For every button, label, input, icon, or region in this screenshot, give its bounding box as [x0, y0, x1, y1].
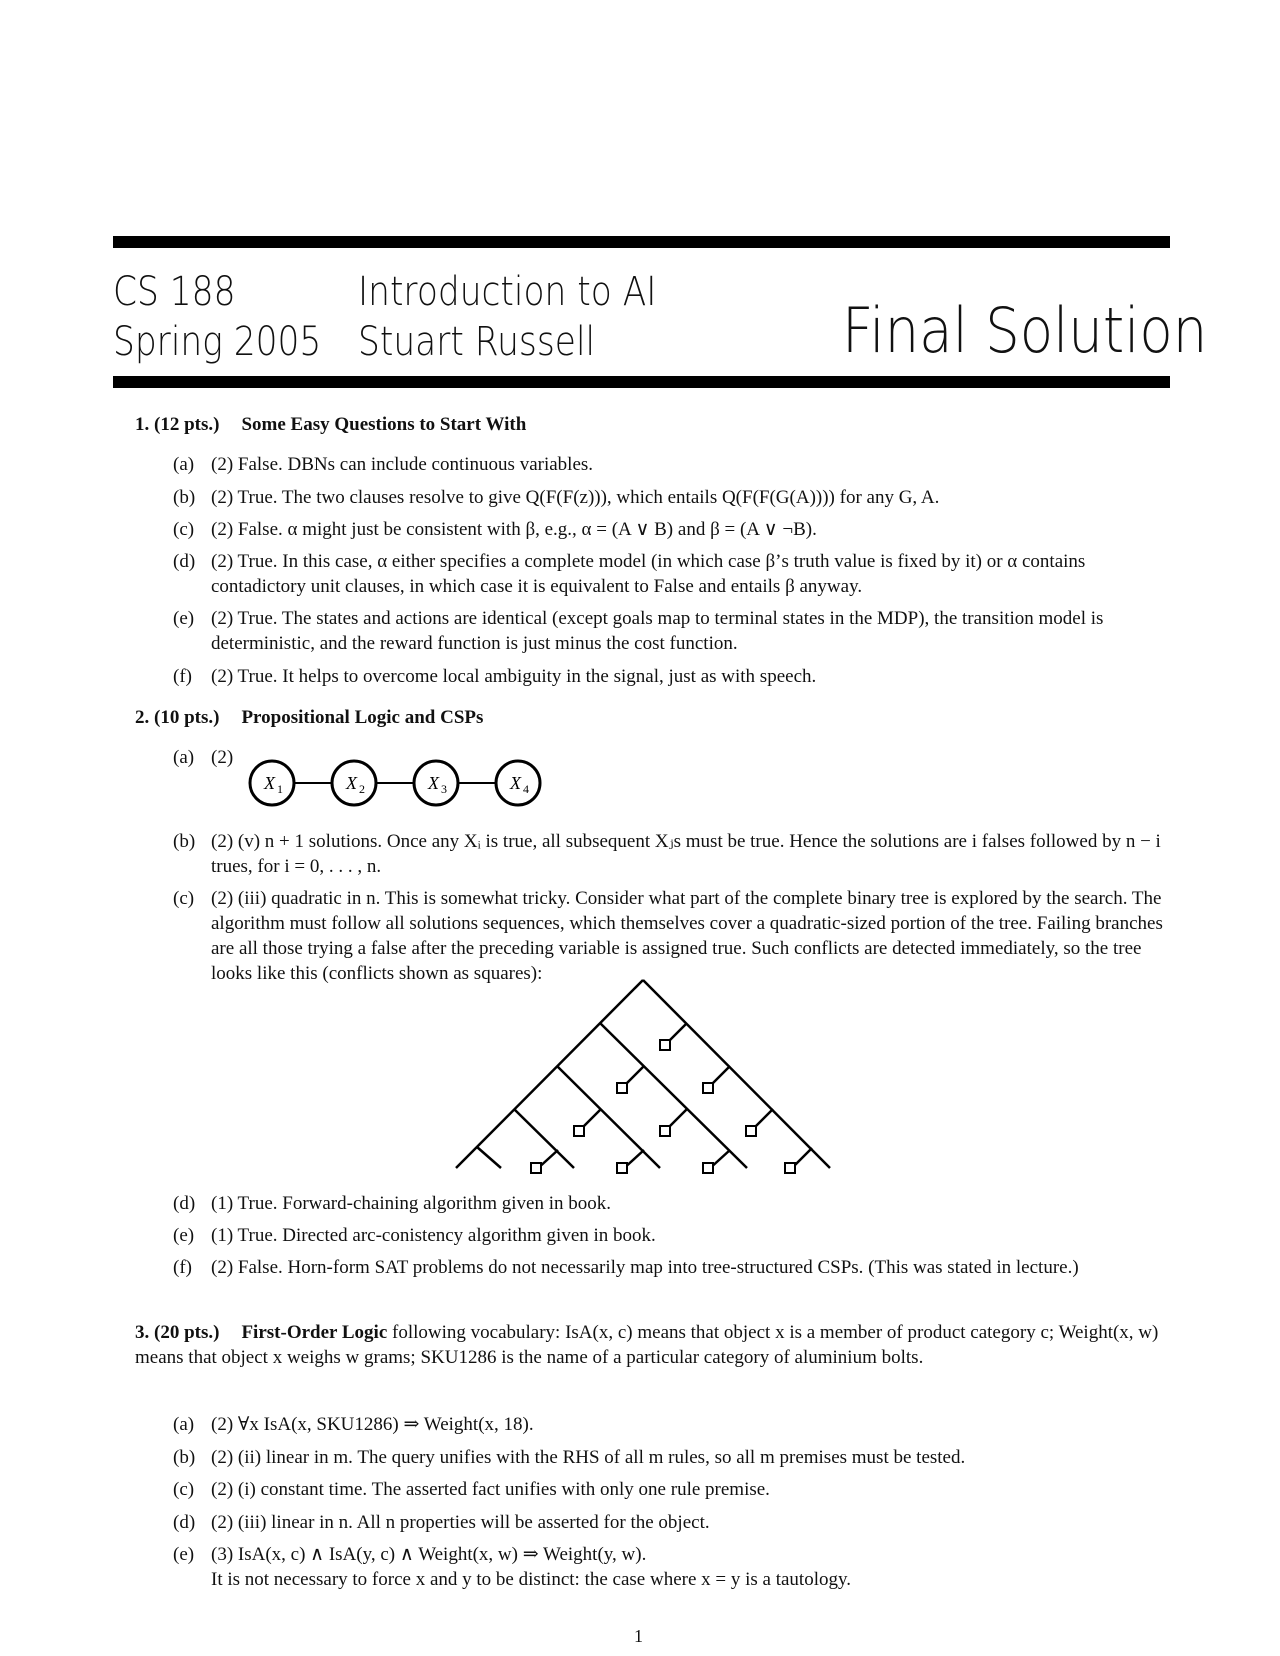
- graph-node-x3: [414, 761, 458, 805]
- course-title: Introduction to AI: [358, 269, 657, 315]
- q3-item-c: [173, 1477, 1173, 1502]
- conflict-square: [660, 1040, 670, 1050]
- item-text: (2) (ii) linear in m. The query unifies with the RHS of all m rules, so all m premises must be tested.: [211, 1447, 966, 1468]
- q1-item-f: [173, 664, 1173, 689]
- item-note: It is not necessary to force x and y to be distinct: the case where x = y is a tautology.: [211, 1569, 851, 1590]
- tree-branch: [600, 1023, 747, 1168]
- item-label: (e): [173, 608, 195, 629]
- item-label: (a): [173, 454, 195, 475]
- item-label: (c): [173, 888, 195, 909]
- item-label: (b): [173, 831, 196, 852]
- node-label: X: [428, 773, 439, 793]
- conflict-square: [617, 1163, 627, 1173]
- graph-node-x2: [332, 761, 376, 805]
- header-rule-top: [113, 236, 1170, 248]
- page-number: 1: [634, 1626, 643, 1646]
- q1-item-e: [173, 606, 1173, 656]
- instructor-name: Stuart Russell: [358, 319, 596, 365]
- item-text: (2) False. Horn-form SAT problems do not necessarily map into tree-structured CSPs. (This was stated in lecture.): [211, 1257, 1079, 1278]
- question-2-heading: [135, 705, 1175, 730]
- conflict-square: [785, 1163, 795, 1173]
- item-label: (d): [173, 551, 196, 572]
- item-text: (1) True. Directed arc-conistency algorithm given in book.: [211, 1225, 656, 1246]
- node-subscript: 1: [277, 782, 283, 796]
- q1-item-a: [173, 452, 1173, 477]
- q3-item-e: [173, 1542, 1173, 1592]
- tree-branch: [514, 1109, 574, 1168]
- tree-branch: [456, 980, 643, 1168]
- conflict-square: [531, 1163, 541, 1173]
- conflict-square: [703, 1083, 713, 1093]
- item-text: (2) (iii) linear in n. All n properties will be asserted for the object.: [211, 1512, 710, 1533]
- q3-item-d: [173, 1510, 1173, 1535]
- header-rule-bottom: [113, 376, 1170, 388]
- q3-item-b: [173, 1445, 1173, 1470]
- question-3-heading: [135, 1320, 1175, 1370]
- item-text: (2) (iii) quadratic in n. This is somewhat tricky. Consider what part of the complete binary tree is explored by the search. The algorithm must follow all solutions sequences, which themselves cover a quadratic-sized portion of the tree. Failing branches are all those trying a false after the preceding variable is assigned true. Such conflicts are detected immediately, so the tree looks like this (conflicts shown as squares):: [211, 888, 1163, 984]
- node-label: X: [510, 773, 521, 793]
- q3-item-a: [173, 1412, 1173, 1437]
- conflict-square: [660, 1126, 670, 1136]
- question-3-title: First-Order Logic: [241, 1322, 388, 1343]
- item-label: (a): [173, 1414, 195, 1435]
- item-label: (c): [173, 1479, 195, 1500]
- item-text: (2) True. In this case, α either specifies a complete model (in which case β’s truth value is fixed by it) or α contains contadictory unit clauses, in which case it is equivalent to False and entails β anyway.: [211, 551, 1086, 597]
- item-text: (3) IsA(x, c) ∧ IsA(y, c) ∧ Weight(x, w) ⇒ Weight(y, w).: [211, 1544, 647, 1565]
- q1-item-d: [173, 549, 1173, 599]
- question-1-heading: [135, 412, 1175, 437]
- q2-item-c: [173, 886, 1173, 986]
- question-2-number: 2. (10 pts.): [135, 707, 220, 728]
- item-text: (2) True. The states and actions are identical (except goals map to terminal states in the MDP), the transition model is deterministic, and the reward function is just minus the cost function.: [211, 608, 1104, 654]
- item-label: (f): [173, 1257, 192, 1278]
- node-subscript: 2: [359, 782, 365, 796]
- item-body: [211, 1542, 1173, 1592]
- course-code: CS 188: [113, 269, 236, 315]
- item-text: (2) (v) n + 1 solutions. Once any Xᵢ is true, all subsequent Xⱼs must be true. Hence the solutions are i falses followed by n − i trues, for i = 0, . . . , n.: [211, 831, 1161, 877]
- node-subscript: 4: [523, 782, 529, 796]
- question-1-number: 1. (12 pts.): [135, 414, 220, 435]
- tree-branch: [557, 1066, 660, 1168]
- question-2-title: Propositional Logic and CSPs: [241, 707, 484, 728]
- q2-item-d: [173, 1191, 1173, 1216]
- item-label: (a): [173, 747, 195, 768]
- item-label: (d): [173, 1512, 196, 1533]
- item-text: (2) True. The two clauses resolve to give Q(F(F(z))), which entails Q(F(F(G(A)))) for any G, A.: [211, 487, 940, 508]
- constraint-graph: [240, 755, 560, 815]
- document-title: Final Solution: [842, 294, 1208, 367]
- course-term: Spring 2005: [113, 319, 322, 365]
- node-label: X: [346, 773, 357, 793]
- question-3-number: 3. (20 pts.): [135, 1322, 220, 1343]
- conflict-square: [746, 1126, 756, 1136]
- item-text: (2) False. α might just be consistent with β, e.g., α = (A ∨ B) and β = (A ∨ ¬B).: [211, 519, 817, 540]
- question-1-title: Some Easy Questions to Start With: [241, 414, 527, 435]
- item-label: (c): [173, 519, 195, 540]
- item-text: (1) True. Forward-chaining algorithm given in book.: [211, 1193, 612, 1214]
- conflict-square: [574, 1126, 584, 1136]
- node-label: X: [264, 773, 275, 793]
- q2-item-f: [173, 1255, 1173, 1280]
- item-label: (f): [173, 666, 192, 687]
- item-label: (d): [173, 1193, 196, 1214]
- item-text: (2) False. DBNs can include continuous variables.: [211, 454, 594, 475]
- node-subscript: 3: [441, 782, 447, 796]
- item-label: (b): [173, 1447, 196, 1468]
- item-text: (2) True. It helps to overcome local ambiguity in the signal, just as with speech.: [211, 666, 817, 687]
- q2-item-b: [173, 829, 1173, 879]
- graph-node-x4: [496, 761, 540, 805]
- item-label: (e): [173, 1225, 195, 1246]
- tree-branch: [477, 1147, 501, 1168]
- search-tree-diagram: [450, 978, 840, 1178]
- graph-node-x1: [250, 761, 294, 805]
- item-text: (2) ∀x IsA(x, SKU1286) ⇒ Weight(x, 18).: [211, 1414, 534, 1435]
- question-3-intro: following vocabulary: IsA(x, c) means that object x is a member of product category c; Weight(x, w) means that object x weighs w grams; SKU1286 is the name of a particular category of aluminium bolts.: [135, 1322, 1159, 1368]
- item-text: (2) (i) constant time. The asserted fact unifies with only one rule premise.: [211, 1479, 770, 1500]
- item-points: (2): [211, 747, 234, 768]
- conflict-square: [703, 1163, 713, 1173]
- item-label: (b): [173, 487, 196, 508]
- item-label: (e): [173, 1544, 195, 1565]
- q2-item-e: [173, 1223, 1173, 1248]
- q1-item-c: [173, 517, 1173, 542]
- conflict-square: [617, 1083, 627, 1093]
- tree-branch: [643, 980, 830, 1168]
- q1-item-b: [173, 485, 1173, 510]
